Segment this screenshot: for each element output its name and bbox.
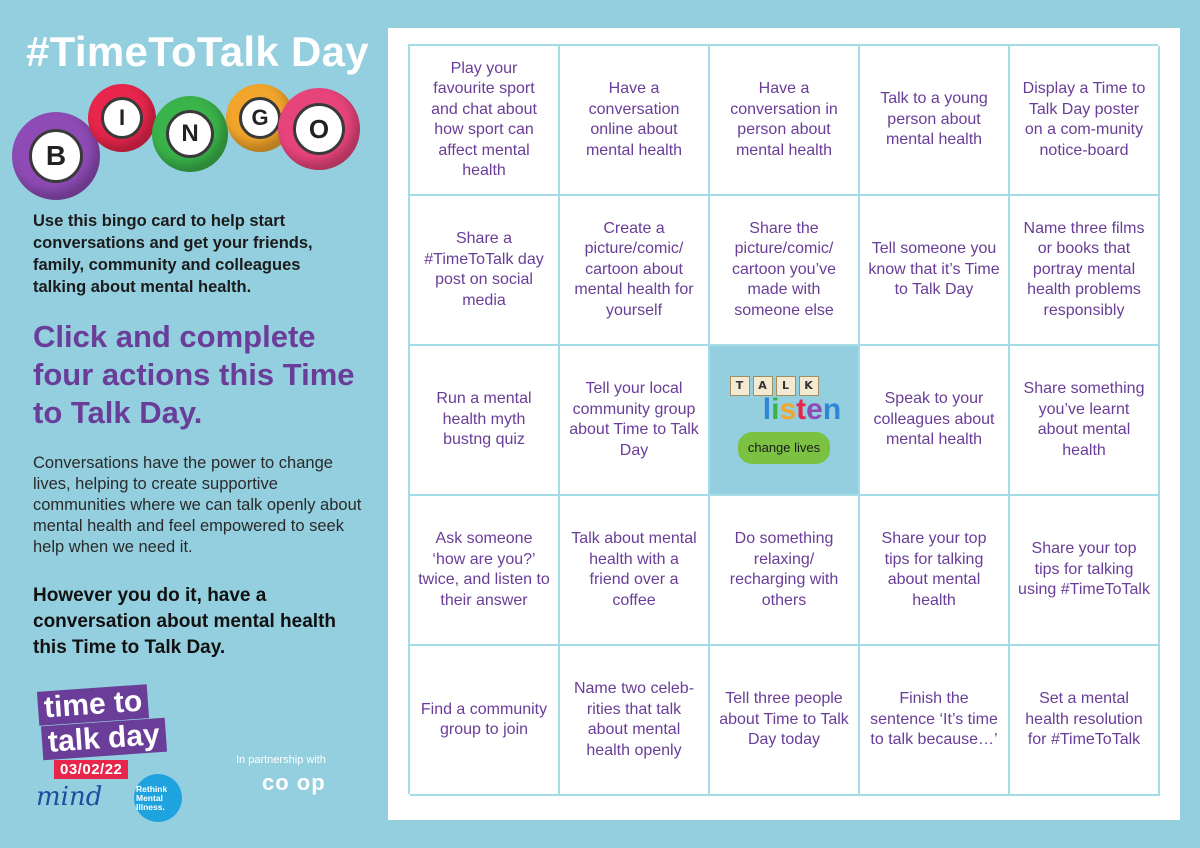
bingo-card xyxy=(388,28,1180,820)
logo-line-2: talk day xyxy=(41,718,167,761)
listen-wordmark xyxy=(763,394,841,426)
listen-letter: n xyxy=(822,392,842,426)
change-lives-bubble: change lives xyxy=(738,432,830,465)
bingo-balls-logo xyxy=(12,82,362,192)
bingo-cell[interactable]: Finish the sentence ‘It’s time to talk because…’ xyxy=(860,646,1010,796)
mind-logo: mind xyxy=(36,782,103,812)
bingo-cell[interactable]: Set a mental health resolution for #TimeToTalk xyxy=(1010,646,1160,796)
intro-text: Use this bingo card to help start conversations and get your friends, family, community and colleagues talking about mental health. xyxy=(33,212,313,296)
bingo-cell[interactable]: Create a picture/comic/ cartoon about mental health for yourself xyxy=(560,196,710,346)
bingo-cell[interactable]: Speak to your colleagues about mental health xyxy=(860,346,1010,496)
info-panel xyxy=(0,0,385,848)
coop-logo: co op xyxy=(262,770,326,795)
bingo-cell[interactable]: Play your favourite sport and chat about how sport can affect mental health xyxy=(410,46,560,196)
bingo-cell[interactable]: Have a conversation in person about mental health xyxy=(710,46,860,196)
bingo-letter-i: I xyxy=(101,97,143,139)
bingo-ball-n xyxy=(152,96,228,172)
logo-line-1: time to xyxy=(37,684,149,726)
page-title: #TimeToTalk Day xyxy=(26,28,369,75)
bingo-ball-o xyxy=(278,88,360,170)
call-to-action-headline: Click and complete four actions this Time to Talk Day. xyxy=(33,319,355,430)
bingo-letter-g: G xyxy=(239,97,281,139)
bingo-cell[interactable]: Find a community group to join xyxy=(410,646,560,796)
bingo-letter-n: N xyxy=(166,110,214,158)
bingo-ball-i xyxy=(88,84,156,152)
logo-date: 03/02/22 xyxy=(54,760,128,779)
listen-letter: i xyxy=(771,392,780,426)
body-text: Conversations have the power to change lives, helping to create supportive communities where we can talk openly about mental health and feel empowered to seek help when we need it. xyxy=(33,454,362,556)
time-to-talk-day-logo xyxy=(30,682,190,822)
bingo-cell[interactable]: Talk to a young person about mental health xyxy=(860,46,1010,196)
letter-tile: A xyxy=(753,376,773,396)
bingo-cell[interactable]: Tell three people about Time to Talk Day today xyxy=(710,646,860,796)
rethink-logo: Rethink Mental Illness. xyxy=(134,774,182,822)
bingo-cell[interactable]: Talk about mental health with a friend over a coffee xyxy=(560,496,710,646)
bingo-cell[interactable]: Tell your local community group about Time to Talk Day xyxy=(560,346,710,496)
bingo-cell[interactable]: Run a mental health myth bustng quiz xyxy=(410,346,560,496)
listen-letter: e xyxy=(806,392,823,426)
free-space-talk-listen-logo xyxy=(710,346,860,496)
bingo-cell[interactable]: Name three films or books that portray mental health problems responsibly xyxy=(1010,196,1160,346)
bingo-cell[interactable]: Share something you’ve learnt about mental health xyxy=(1010,346,1160,496)
bingo-cell[interactable]: Share your top tips for talking about mental health xyxy=(860,496,1010,646)
bingo-cell[interactable]: Share the picture/comic/ cartoon you’ve made with someone else xyxy=(710,196,860,346)
letter-tile: K xyxy=(799,376,819,396)
bingo-cell[interactable]: Name two celeb-rities that talk about mental health openly xyxy=(560,646,710,796)
listen-letter: l xyxy=(762,392,772,426)
bingo-letter-b: B xyxy=(29,129,83,183)
letter-tile: L xyxy=(776,376,796,396)
bingo-cell[interactable]: Share your top tips for talking using #TimeToTalk xyxy=(1010,496,1160,646)
letter-tile: T xyxy=(730,376,750,396)
bingo-cell[interactable]: Have a conversation online about mental health xyxy=(560,46,710,196)
bingo-cell[interactable]: Tell someone you know that it’s Time to Talk Day xyxy=(860,196,1010,346)
bingo-grid xyxy=(408,44,1158,794)
partner-label: In partnership with xyxy=(236,754,326,766)
bingo-ball-b xyxy=(12,112,100,200)
bingo-cell[interactable]: Share a #TimeToTalk day post on social media xyxy=(410,196,560,346)
closing-text: However you do it, have a conversation about mental health this Time to Talk Day. xyxy=(33,585,336,658)
bingo-letter-o: O xyxy=(293,103,345,155)
bingo-cell[interactable]: Do something relaxing/ recharging with others xyxy=(710,496,860,646)
listen-letter: t xyxy=(796,392,807,426)
bingo-cell[interactable]: Display a Time to Talk Day poster on a com-munity notice-board xyxy=(1010,46,1160,196)
bingo-cell[interactable]: Ask someone ‘how are you?’ twice, and listen to their answer xyxy=(410,496,560,646)
listen-letter: s xyxy=(779,392,797,426)
